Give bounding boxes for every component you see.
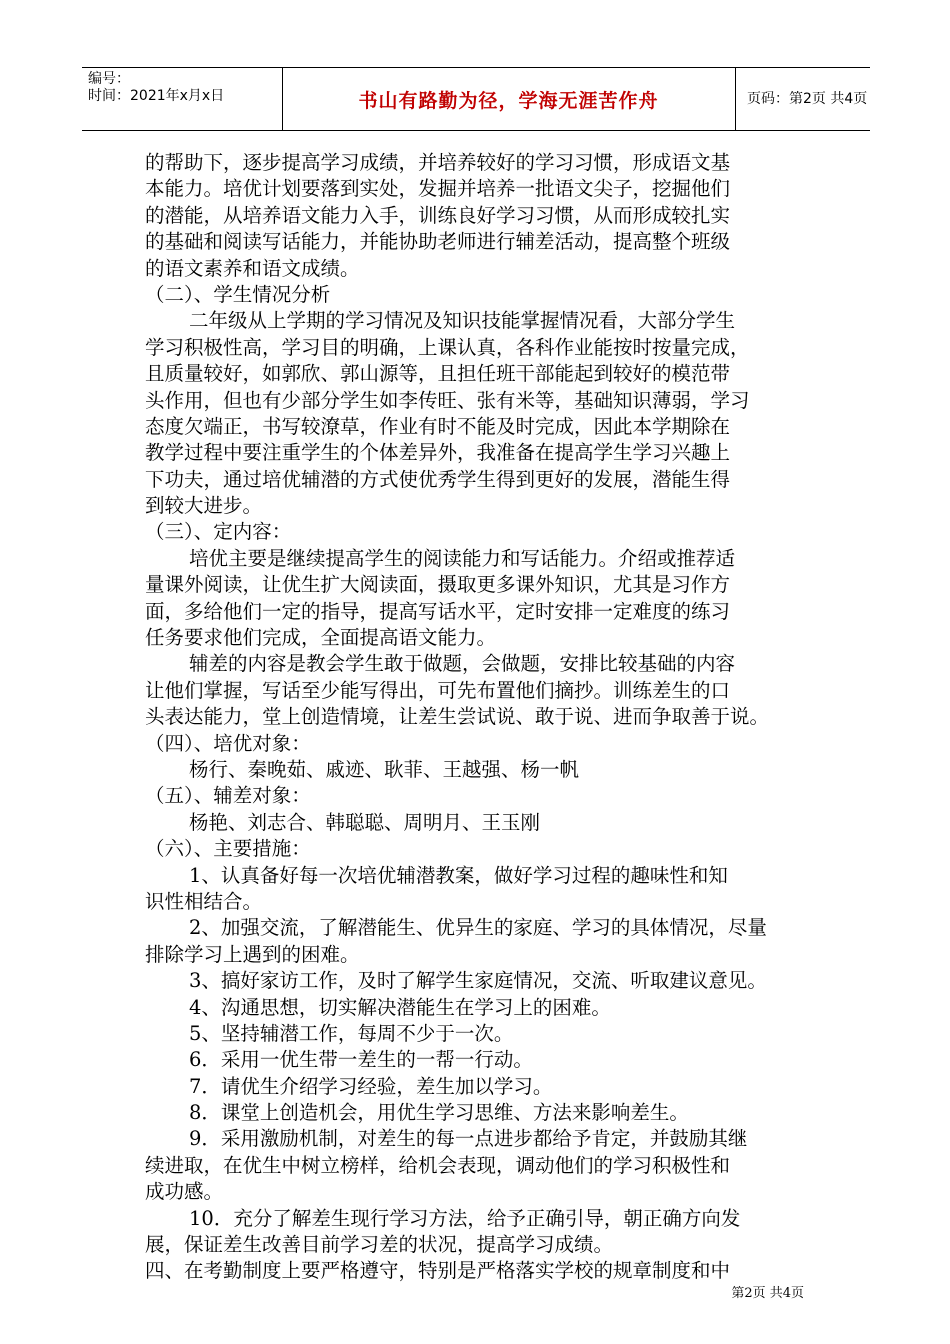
text-line: 任务要求他们完成，全面提高语文能力。 xyxy=(145,626,497,650)
header-page-info: 页码：第2页 共4页 xyxy=(747,91,868,107)
document-time-label: 时间：2021年x月x日 xyxy=(88,88,225,104)
header-motto: 书山有路勤为径，学海无涯苦作舟 xyxy=(358,90,659,112)
text-line: 2、加强交流，了解潜能生、优异生的家庭、学习的具体情况，尽量 xyxy=(189,916,767,940)
text-line: 8．课堂上创造机会，用优生学习思维、方法来影响差生。 xyxy=(189,1101,689,1125)
text-line: （四）、培优对象： xyxy=(145,731,311,755)
text-line: 杨行、秦晚茹、戚迹、耿菲、王越强、杨一帆 xyxy=(189,757,580,781)
text-line: 到较大进步。 xyxy=(145,494,263,518)
text-line: 9．采用激励机制，对差生的每一点进步都给予肯定，并鼓励其继 xyxy=(189,1127,748,1151)
text-line: 5、坚持辅潜工作，每周不少于一次。 xyxy=(189,1021,514,1045)
text-line: 展，保证差生改善目前学习差的状况，提高学习成绩。 xyxy=(145,1233,614,1257)
header-page-cell xyxy=(735,68,870,130)
text-line: 态度欠端正，书写较潦草，作业有时不能及时完成，因此本学期除在 xyxy=(145,414,731,438)
text-line: 辅差的内容是教会学生敢于做题，会做题，安排比较基础的内容 xyxy=(189,652,736,676)
text-line: 本能力。培优计划要落到实处，发掘并培养一批语文尖子，挖掘他们 xyxy=(145,177,731,201)
text-line: 面，多给他们一定的指导，提高写话水平，定时安排一定难度的练习 xyxy=(145,599,731,623)
text-line: 量课外阅读，让优生扩大阅读面，摄取更多课外知识，尤其是习作方 xyxy=(145,573,731,597)
text-line: 让他们掌握，写话至少能写得出，可先布置他们摘抄。训练差生的口 xyxy=(145,678,731,702)
text-line: 3、搞好家访工作，及时了解学生家庭情况，交流、听取建议意见。 xyxy=(189,969,767,993)
text-line: 杨艳、刘志合、韩聪聪、周明月、王玉刚 xyxy=(189,810,541,834)
text-line: 四、在考勤制度上要严格遵守，特别是严格落实学校的规章制度和中 xyxy=(145,1259,731,1283)
text-line: 头作用，但也有少部分学生如李传旺、张有米等，基础知识薄弱，学习 xyxy=(145,388,750,412)
page-header xyxy=(82,67,870,131)
text-line: 4、沟通思想，切实解决潜能生在学习上的困难。 xyxy=(189,995,611,1019)
document-body xyxy=(145,150,810,1285)
text-line: 二年级从上学期的学习情况及知识技能掌握情况看，大部分学生 xyxy=(189,309,736,333)
text-line: （二）、学生情况分析 xyxy=(145,282,331,306)
text-line: 1、认真备好每一次培优辅潜教案，做好学习过程的趣味性和知 xyxy=(189,863,728,887)
text-line: 的语文素养和语文成绩。 xyxy=(145,256,360,280)
text-line: 7．请优生介绍学习经验，差生加以学习。 xyxy=(189,1074,553,1098)
header-motto-cell xyxy=(282,68,736,130)
text-line: （五）、辅差对象： xyxy=(145,784,311,808)
text-line: 教学过程中要注重学生的个体差异外，我准备在提高学生学习兴趣上 xyxy=(145,441,731,465)
text-line: 成功感。 xyxy=(145,1180,224,1204)
text-line: 续进取，在优生中树立榜样，给机会表现，调动他们的学习积极性和 xyxy=(145,1153,731,1177)
text-line: 6．采用一优生带一差生的一帮一行动。 xyxy=(189,1048,533,1072)
text-line: （三）、定内容： xyxy=(145,520,292,544)
text-line: 培优主要是继续提高学生的阅读能力和写话能力。介绍或推荐适 xyxy=(189,546,736,570)
page-footer-number: 第2页 共4页 xyxy=(731,1286,804,1301)
text-line: 10．充分了解差生现行学习方法，给予正确引导，朝正确方向发 xyxy=(189,1206,741,1230)
text-line: 的帮助下，逐步提高学习成绩，并培养较好的学习习惯，形成语文基 xyxy=(145,151,731,174)
text-line: 且质量较好，如郭欣、郭山源等，且担任班干部能起到较好的模范带 xyxy=(145,362,731,386)
text-line: 排除学习上遇到的困难。 xyxy=(145,942,360,966)
text-line: 识性相结合。 xyxy=(145,889,263,913)
header-meta-cell xyxy=(82,68,283,130)
text-line: 头表达能力，堂上创造情境，让差生尝试说、敢于说、进而争取善于说。 xyxy=(145,705,770,729)
document-number-label: 编号： xyxy=(88,71,130,87)
text-line: 学习积极性高，学习目的明确，上课认真，各科作业能按时按量完成， xyxy=(145,335,750,359)
text-line: 的潜能，从培养语文能力入手，训练良好学习习惯，从而形成较扎实 xyxy=(145,203,731,227)
text-line: 下功夫，通过培优辅潜的方式使优秀学生得到更好的发展，潜能生得 xyxy=(145,467,731,491)
text-line: 的基础和阅读写话能力，并能协助老师进行辅差活动，提高整个班级 xyxy=(145,230,731,254)
text-line: （六）、主要措施： xyxy=(145,837,311,861)
